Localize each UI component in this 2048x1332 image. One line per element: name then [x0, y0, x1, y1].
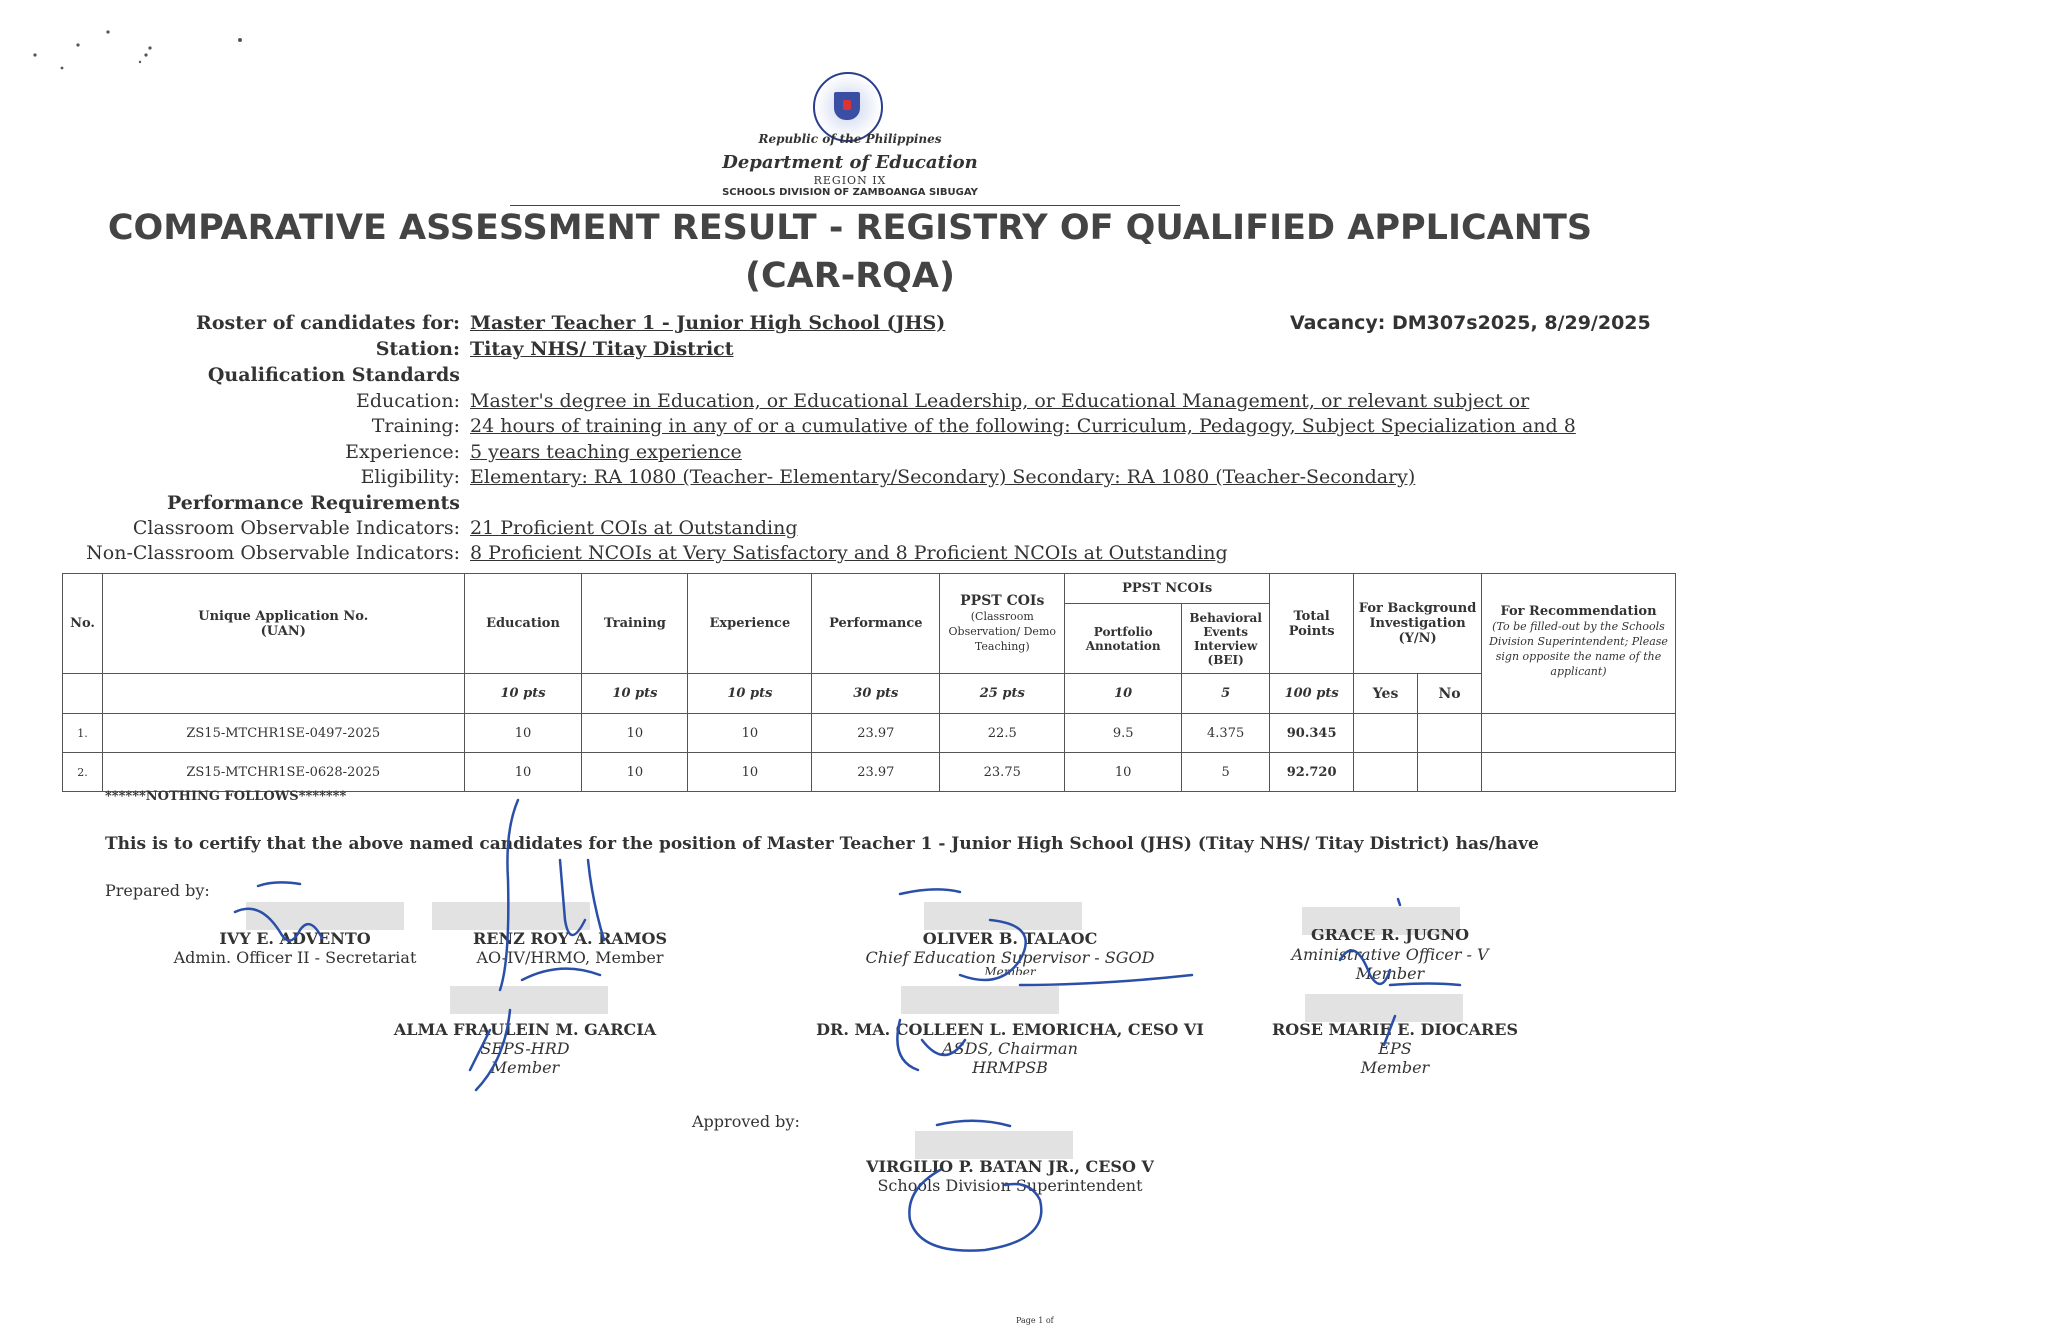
- pts-education: 10 pts: [464, 674, 582, 714]
- row-experience: 10: [688, 753, 812, 792]
- training-value: 24 hours of training in any of or a cumulative of the following: Curriculum, Pedagogy, Subject Specialization and 8: [470, 415, 1576, 437]
- roster-label: Roster of candidates for:: [196, 312, 460, 334]
- row-total: 90.345: [1270, 714, 1354, 753]
- col-header-experience: Experience: [688, 574, 812, 674]
- roster-value: Master Teacher 1 - Junior High School (JHS): [470, 312, 946, 334]
- department-label: Department of Education: [722, 152, 978, 173]
- col-header-total: Total Points: [1270, 574, 1354, 674]
- republic-label: Republic of the Philippines: [758, 132, 942, 146]
- division-label: SCHOOLS DIVISION OF ZAMBOANGA SIBUGAY: [722, 187, 978, 198]
- col-header-portfolio: Portfolio Annotation: [1065, 604, 1182, 674]
- row-bei: 5: [1182, 753, 1270, 792]
- certification-statement: This is to certify that the above named candidates for the position of Master Teacher 1 - Junior High School (JHS) (Titay NHS/ Titay District) has/have: [105, 834, 1539, 854]
- pts-total: 100 pts: [1270, 674, 1354, 714]
- row-total: 92.720: [1270, 753, 1354, 792]
- signatory-ramos: RENZ ROY A. RAMOS AO-IV/HRMO, Member: [472, 929, 668, 967]
- col-header-no: No.: [63, 574, 103, 674]
- signatory-jugno: GRACE R. JUGNO Aministrative Officer - V Member: [1291, 929, 1489, 983]
- prepared-by-label: Prepared by:: [105, 881, 210, 900]
- coi-label: Classroom Observable Indicators:: [132, 517, 460, 539]
- approved-by-label: Approved by:: [692, 1112, 800, 1131]
- pts-training: 10 pts: [582, 674, 688, 714]
- education-value: Master's degree in Education, or Educational Leadership, or Educational Management, or relevant subject or: [470, 390, 1530, 412]
- signatory-advento: IVY E. ADVENTO Admin. Officer II - Secretariat: [173, 929, 417, 967]
- document-title: COMPARATIVE ASSESSMENT RESULT - REGISTRY OF QUALIFIED APPLICANTS: [107, 208, 1593, 248]
- signatory-diocares: ROSE MARIE E. DIOCARES EPS Member: [1271, 1020, 1519, 1077]
- station-label: Station:: [375, 338, 460, 360]
- bi-yes-header: Yes: [1354, 674, 1418, 714]
- experience-label: Experience:: [345, 441, 460, 463]
- ncoi-label: Non-Classroom Observable Indicators:: [86, 542, 460, 564]
- row-experience: 10: [688, 714, 812, 753]
- document-title-abbr: (CAR-RQA): [744, 256, 956, 296]
- row-no: 2.: [63, 753, 103, 792]
- region-label: REGION IX: [813, 174, 887, 187]
- row-cois: 22.5: [940, 714, 1065, 753]
- page-number: Page 1 of: [1016, 1316, 1054, 1325]
- station-value: Titay NHS/ Titay District: [470, 338, 734, 360]
- col-header-training: Training: [582, 574, 688, 674]
- nothing-follows-label: ******NOTHING FOLLOWS*******: [105, 789, 347, 804]
- signatory-garcia: ALMA FRAULEIN M. GARCIA SEPS-HRD Member: [393, 1020, 657, 1077]
- signatory-emoricha: DR. MA. COLLEEN L. EMORICHA, CESO VI ASDS, Chairman HRMPSB: [816, 1020, 1204, 1077]
- row-portfolio: 10: [1065, 753, 1182, 792]
- coi-value: 21 Proficient COIs at Outstanding: [470, 517, 798, 539]
- row-performance: 23.97: [812, 714, 940, 753]
- vacancy-label: Vacancy: DM307s2025, 8/29/2025: [1290, 312, 1651, 334]
- eligibility-value: Elementary: RA 1080 (Teacher- Elementary/Secondary) Secondary: RA 1080 (Teacher-Secondary): [470, 466, 1416, 488]
- row-no: 1.: [63, 714, 103, 753]
- eligibility-label: Eligibility:: [360, 466, 460, 488]
- row-cois: 23.75: [940, 753, 1065, 792]
- pts-bei: 5: [1182, 674, 1270, 714]
- training-label: Training:: [371, 415, 460, 437]
- col-header-education: Education: [464, 574, 582, 674]
- col-header-background-investigation: For Background Investigation (Y/N): [1354, 574, 1482, 674]
- pts-cois: 25 pts: [940, 674, 1065, 714]
- row-training: 10: [582, 714, 688, 753]
- col-header-ppst-ncois: PPST NCOIs: [1065, 574, 1270, 604]
- row-uan: ZS15-MTCHR1SE-0628-2025: [102, 753, 464, 792]
- row-education: 10: [464, 714, 582, 753]
- row-training: 10: [582, 753, 688, 792]
- col-header-uan: Unique Application No. (UAN): [102, 574, 464, 674]
- row-performance: 23.97: [812, 753, 940, 792]
- signatory-batan: VIRGILIO P. BATAN JR., CESO V Schools Division Superintendent: [866, 1157, 1154, 1195]
- row-bei: 4.375: [1182, 714, 1270, 753]
- pts-experience: 10 pts: [688, 674, 812, 714]
- col-header-ppst-cois: PPST COIs (Classroom Observation/ Demo Teaching): [940, 574, 1065, 674]
- signatory-talaoc: OLIVER B. TALAOC Chief Education Supervisor - SGOD Member: [865, 929, 1155, 975]
- row-uan: ZS15-MTCHR1SE-0497-2025: [102, 714, 464, 753]
- row-education: 10: [464, 753, 582, 792]
- ncoi-value: 8 Proficient NCOIs at Very Satisfactory and 8 Proficient NCOIs at Outstanding: [470, 542, 1228, 564]
- performance-requirements-label: Performance Requirements: [166, 492, 460, 514]
- col-header-recommendation: For Recommendation (To be filled-out by the Schools Division Superintendent; Please sign opposite the name of the applicant): [1482, 574, 1676, 714]
- col-header-performance: Performance: [812, 574, 940, 674]
- col-header-bei: Behavioral Events Interview (BEI): [1182, 604, 1270, 674]
- qualification-standards-label: Qualification Standards: [207, 364, 460, 386]
- row-portfolio: 9.5: [1065, 714, 1182, 753]
- bi-no-header: No: [1418, 674, 1482, 714]
- pts-portfolio: 10: [1065, 674, 1182, 714]
- experience-value: 5 years teaching experience: [470, 441, 742, 463]
- pts-performance: 30 pts: [812, 674, 940, 714]
- education-label: Education:: [355, 390, 460, 412]
